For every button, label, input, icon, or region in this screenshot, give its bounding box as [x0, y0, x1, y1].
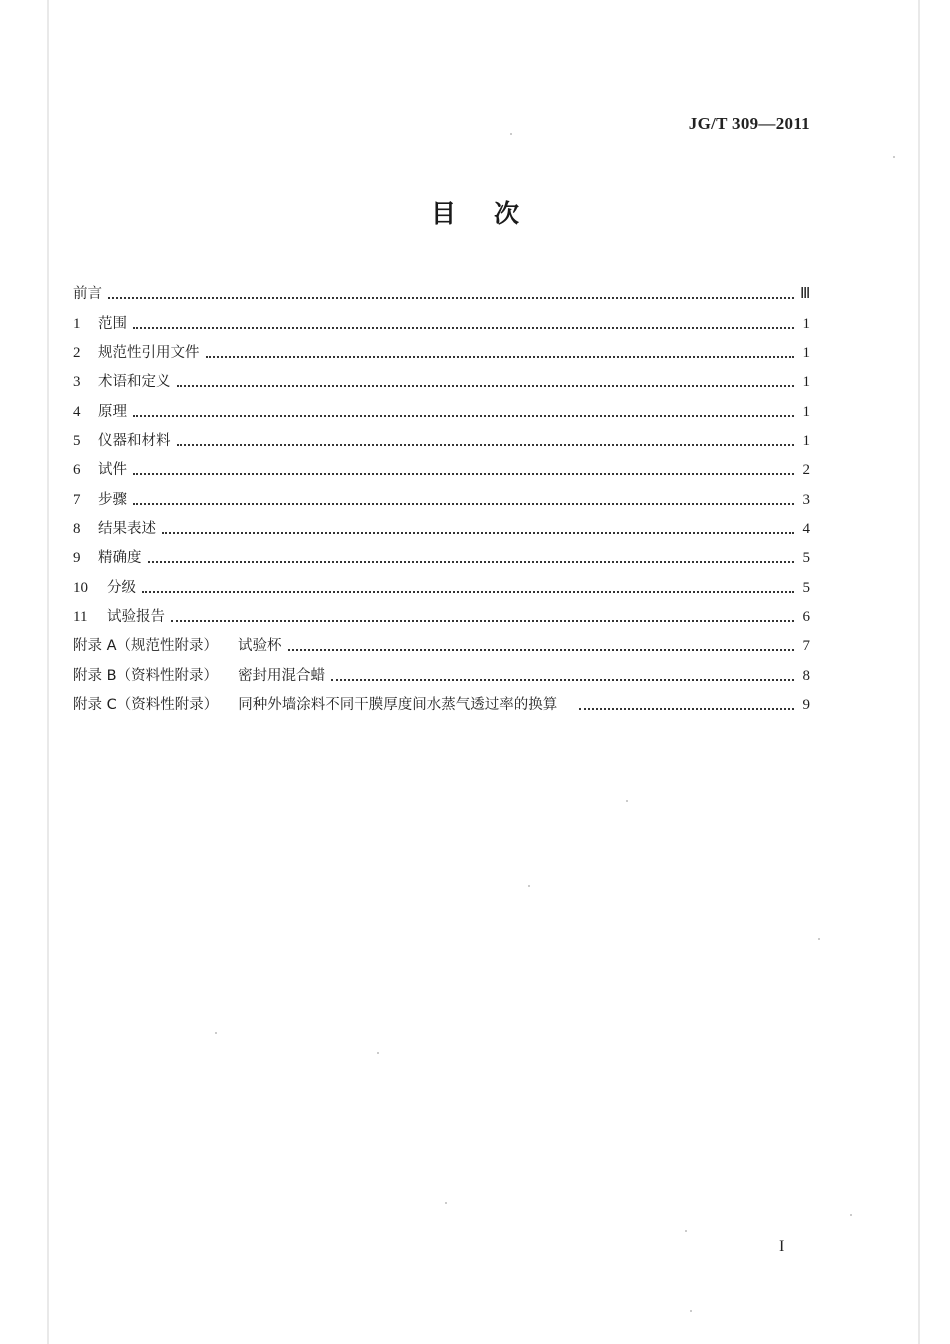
toc-label: 试验报告	[107, 609, 165, 626]
toc-entry-7[interactable]	[73, 479, 810, 508]
toc-entry-appendix-a[interactable]	[73, 626, 810, 655]
toc-leader-dots	[148, 560, 795, 563]
toc-entry-appendix-c[interactable]	[73, 685, 810, 714]
toc-section-number: 1	[73, 315, 81, 332]
toc-label: 术语和定义	[98, 374, 171, 391]
page-title	[0, 194, 950, 230]
toc-leader-dots	[177, 384, 795, 387]
toc-leader-dots	[162, 531, 794, 534]
toc-label: 仪器和材料	[98, 433, 171, 450]
toc-entry-9[interactable]	[73, 538, 810, 567]
toc-section-number: 8	[73, 521, 81, 538]
toc-leader-dots	[108, 296, 794, 299]
scan-speck	[690, 1310, 692, 1312]
toc-page-number: 1	[802, 315, 810, 332]
scan-speck	[685, 1230, 687, 1232]
toc-label: 前言	[73, 286, 102, 303]
toc-label: 试件	[98, 462, 127, 479]
toc-section-number: 2	[73, 345, 81, 362]
toc-label: 分级	[107, 579, 136, 596]
toc-page-number: 2	[802, 462, 810, 479]
toc-label: 范围	[98, 315, 127, 332]
toc-page-number: 6	[802, 609, 810, 626]
toc-page-number: 9	[802, 697, 810, 714]
toc-label: 规范性引用文件	[98, 345, 200, 362]
toc-page-number: 3	[802, 491, 810, 508]
toc-section-number: 3	[73, 374, 81, 391]
toc-entry-2[interactable]	[73, 333, 810, 362]
toc-entry-8[interactable]	[73, 509, 810, 538]
toc-entry-5[interactable]	[73, 421, 810, 450]
toc-leader-dots	[133, 414, 794, 417]
toc-section-number: 9	[73, 550, 81, 567]
toc-entry-11[interactable]	[73, 597, 810, 626]
standard-number: JG/T 309—2011	[688, 114, 810, 133]
toc-page-number: 1	[802, 433, 810, 450]
toc-entry-6[interactable]	[73, 450, 810, 479]
toc-appendix-label: 附录 C（资料性附录）	[73, 697, 219, 714]
toc-page-number: 4	[802, 521, 810, 538]
toc-section-number: 5	[73, 433, 81, 450]
toc-page-number: 1	[802, 345, 810, 362]
table-of-contents	[73, 274, 810, 714]
toc-leader-dots	[177, 443, 795, 446]
toc-leader-dots	[171, 619, 794, 622]
toc-entry-1[interactable]	[73, 303, 810, 332]
toc-leader-dots	[206, 355, 795, 358]
title-char-1: 目	[430, 199, 456, 228]
toc-page-number: 1	[802, 403, 810, 420]
toc-label: 精确度	[98, 550, 142, 567]
scan-speck	[377, 1052, 379, 1054]
toc-section-number: 11	[73, 609, 88, 626]
toc-leader-dots	[133, 472, 794, 475]
toc-leader-dots	[331, 678, 794, 681]
toc-appendix-label: 附录 B（资料性附录）	[73, 667, 219, 684]
toc-appendix-label: 附录 A（规范性附录）	[73, 638, 219, 655]
scan-speck	[893, 156, 895, 158]
toc-leader-dots	[142, 590, 794, 593]
toc-appendix-title: 同种外墙涂料不同干膜厚度间水蒸气透过率的换算	[238, 697, 558, 714]
toc-appendix-title: 试验杯	[238, 638, 282, 655]
toc-appendix-title: 密封用混合蜡	[238, 667, 326, 684]
scan-speck	[445, 1202, 447, 1204]
toc-page-number: 1	[802, 374, 810, 391]
toc-label: 原理	[98, 403, 127, 420]
toc-section-number: 6	[73, 462, 81, 479]
scan-speck	[215, 1032, 217, 1034]
toc-leader-dots	[133, 326, 794, 329]
scan-speck	[818, 938, 820, 940]
toc-page-number: 7	[802, 638, 810, 655]
scan-speck	[528, 885, 530, 887]
toc-page-number: Ⅲ	[800, 286, 811, 303]
toc-section-number: 10	[73, 579, 88, 596]
page-folio: I	[779, 1238, 785, 1255]
toc-section-number: 4	[73, 403, 81, 420]
toc-section-number: 7	[73, 491, 81, 508]
toc-entry-appendix-b[interactable]	[73, 655, 810, 684]
toc-entry-foreword[interactable]	[73, 274, 810, 303]
title-char-2: 次	[494, 199, 520, 228]
toc-label: 结果表述	[98, 521, 156, 538]
toc-leader-dots	[579, 707, 794, 710]
toc-page-number: 8	[802, 667, 810, 684]
scan-speck	[626, 800, 628, 802]
toc-label: 步骤	[98, 491, 127, 508]
toc-entry-3[interactable]	[73, 362, 810, 391]
toc-leader-dots	[133, 502, 794, 505]
toc-entry-10[interactable]	[73, 567, 810, 596]
toc-page-number: 5	[802, 579, 810, 596]
scan-speck	[510, 133, 512, 135]
toc-leader-dots	[288, 648, 794, 651]
scan-speck	[850, 1214, 852, 1216]
toc-page-number: 5	[802, 550, 810, 567]
toc-entry-4[interactable]	[73, 391, 810, 420]
